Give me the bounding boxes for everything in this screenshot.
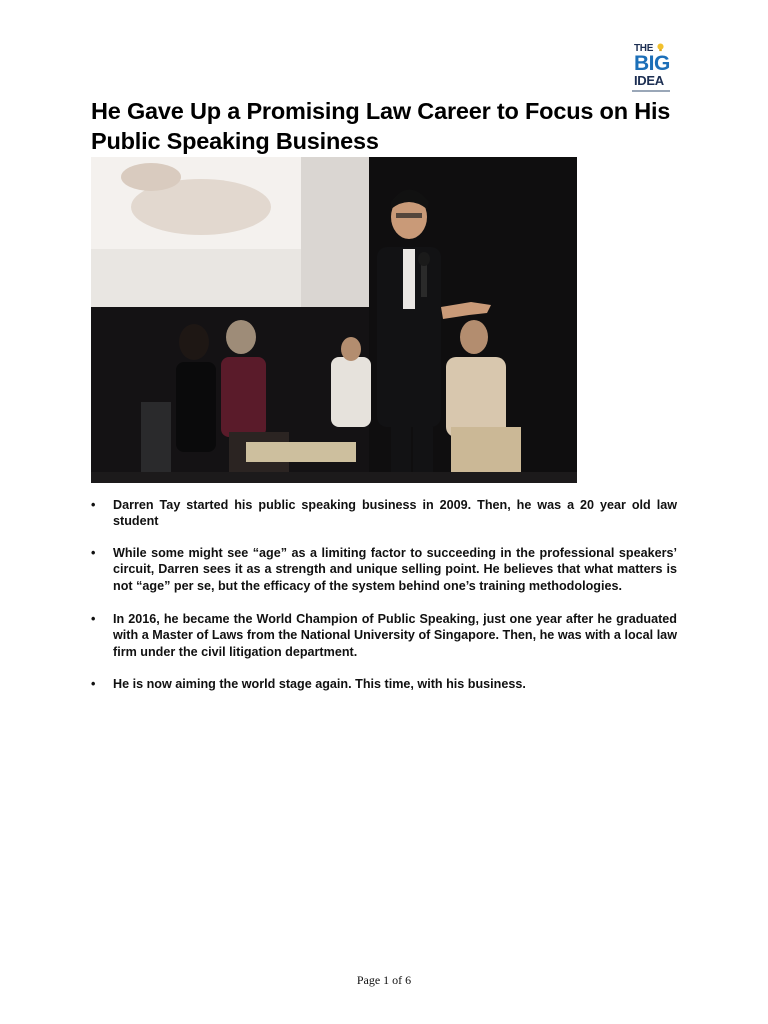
list-item [91,676,677,692]
the-big-idea-logo [630,42,674,98]
logo-tagline-rule [632,90,670,92]
article-title: He Gave Up a Promising Law Career to Focus on His Public Speaking Business [91,98,671,154]
logo-word-big: BIG [634,52,670,75]
page-number: Page 1 of 6 [356,973,412,987]
list-item [91,545,677,594]
bullet-marker: • [91,498,96,512]
logo-word-the: THE [634,43,654,54]
list-item [91,611,677,660]
bullet-marker: • [91,545,96,560]
bullet-text: In 2016, he became the World Champion of Public Speaking, just one year after he graduated with a Master of Laws from the National University of Singapore. Then, he was with a local law firm under the civil litigation department. [113,612,677,659]
bullet-text: Darren Tay started his public speaking business in 2009. Then, he was a 20 year old law student [113,498,677,529]
lightbulb-icon [656,43,665,52]
list-item [91,497,677,530]
article-bullet-list [91,497,677,693]
logo-word-idea: IDEA [634,73,664,88]
bullet-marker: • [91,677,96,692]
bullet-text: While some might see “age” as a limiting factor to succeeding in the professional speakers’ circuit, Darren sees it as a strength and unique selling point. He believes that what matters is not “age” per se, but the efficacy of the system behind one’s training methodologies. [113,545,677,593]
bullet-marker: • [91,612,96,627]
article-photo [91,157,577,483]
stage-photo-illustration [91,157,577,483]
bullet-text: He is now aiming the world stage again. This time, with his business. [113,677,526,692]
